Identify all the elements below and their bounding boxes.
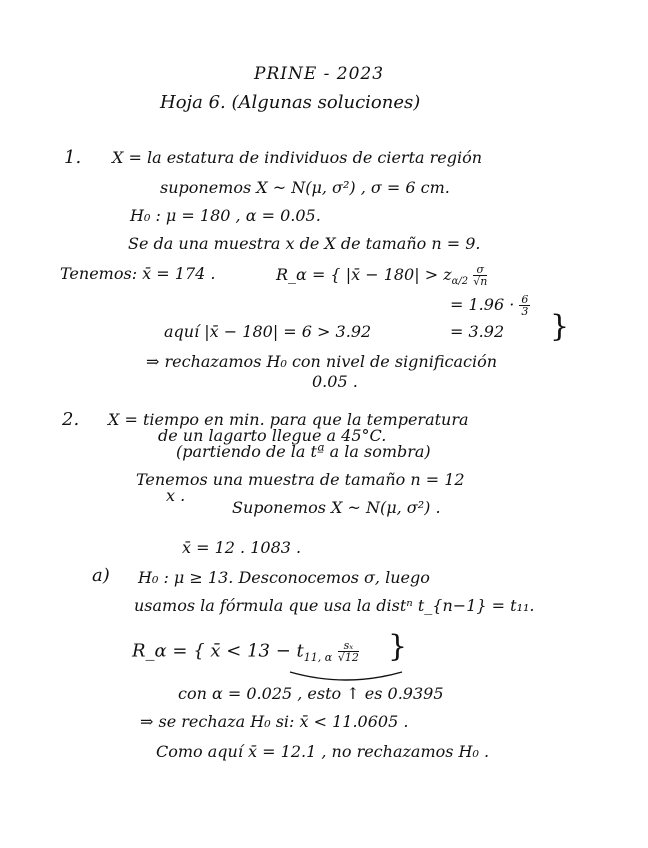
region2-fraction-num: sₓ bbox=[338, 640, 359, 652]
region-fraction-den: √n bbox=[473, 275, 488, 288]
problem-1-number: 1. bbox=[64, 147, 82, 168]
region-fraction-num: σ bbox=[473, 264, 487, 276]
problem-1-definition: X = la estatura de individuos de cierta región bbox=[112, 148, 483, 167]
region2-lhs: R_α = { x̄ < 13 − t bbox=[132, 640, 304, 662]
problem-1-step-3: = 3.92 bbox=[450, 322, 505, 341]
problem-1-conclusion: ⇒ rechazamos H₀ con nivel de significación bbox=[146, 352, 498, 371]
step2-lhs: = 1.96 · bbox=[450, 295, 515, 314]
step2-num: 6 bbox=[521, 293, 529, 306]
part-a-rejection-region bbox=[132, 640, 359, 668]
region-fraction bbox=[473, 264, 487, 287]
part-a-con: con α = 0.025 , esto ↑ es 0.9395 bbox=[178, 684, 444, 703]
part-a-reject-rule: ⇒ se rechaza H₀ si: x̄ < 11.0605 . bbox=[140, 712, 409, 731]
closing-brace-2-icon: } bbox=[388, 629, 408, 664]
problem-2-assumption: Suponemos X ~ N(μ, σ²) . bbox=[232, 498, 441, 517]
part-a-hypothesis: H₀ : μ ≥ 13. Desconocemos σ, luego bbox=[138, 568, 430, 587]
step2-fraction bbox=[519, 294, 530, 317]
problem-2-mean: x̄ = 12 . 1083 . bbox=[182, 538, 302, 557]
region2-fraction-den: √12 bbox=[337, 651, 359, 664]
course-title: PRINE - 2023 bbox=[254, 64, 385, 84]
problem-1-hypothesis: H₀ : μ = 180 , α = 0.05. bbox=[130, 206, 321, 225]
closing-brace-icon: } bbox=[550, 309, 570, 344]
problem-2-sample-x: x . bbox=[166, 486, 186, 505]
problem-1-tenemos: Tenemos: x̄ = 174 . bbox=[60, 264, 216, 283]
problem-2-definition-1: X = tiempo en min. para que la temperatura bbox=[108, 410, 469, 429]
problem-1-aqui: aquí |x̄ − 180| = 6 > 3.92 bbox=[164, 322, 372, 341]
region-sub: α/2 bbox=[451, 276, 469, 288]
problem-2-definition-2: de un lagarto llegue a 45°C. bbox=[158, 426, 387, 445]
region2-sub: 11, α bbox=[303, 651, 333, 665]
sheet-title: Hoja 6. (Algunas soluciones) bbox=[160, 92, 421, 113]
problem-1-step-2 bbox=[450, 294, 530, 317]
region2-fraction bbox=[338, 640, 359, 663]
problem-2-sample: Tenemos una muestra de tamaño n = 12 bbox=[136, 470, 465, 489]
problem-2-definition-3: (partiendo de la tª a la sombra) bbox=[176, 442, 431, 461]
problem-2-number: 2. bbox=[62, 409, 80, 430]
part-a-label: a) bbox=[92, 565, 110, 586]
region-lhs: R_α = { |x̄ − 180| > z bbox=[276, 265, 452, 284]
part-a-formula: usamos la fórmula que usa la distⁿ t_{n−1} = t₁₁. bbox=[134, 596, 535, 615]
problem-1-sample: Se da una muestra x de X de tamaño n = 9. bbox=[128, 234, 481, 253]
part-a-final: Como aquí x̄ = 12.1 , no rechazamos H₀ . bbox=[156, 742, 490, 761]
problem-1-rejection-region bbox=[276, 264, 487, 292]
problem-1-assumption: suponemos X ~ N(μ, σ²) , σ = 6 cm. bbox=[160, 178, 450, 197]
step2-den: 3 bbox=[521, 305, 529, 318]
problem-1-level: 0.05 . bbox=[312, 372, 358, 391]
